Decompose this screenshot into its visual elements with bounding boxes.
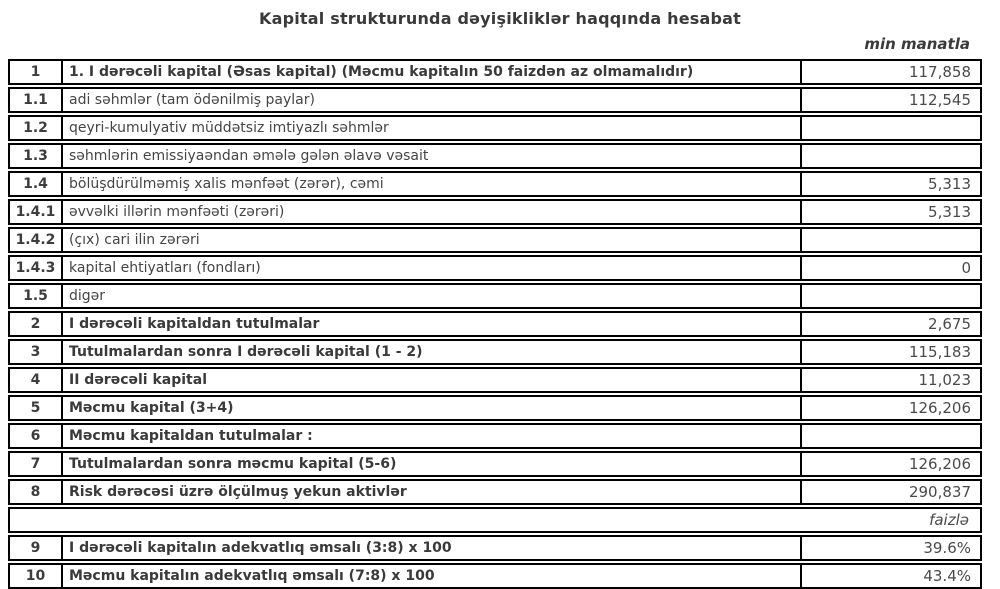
capital-structure-table xyxy=(8,59,982,589)
row-number: 5 xyxy=(10,397,63,419)
table-row xyxy=(8,171,982,197)
row-value: 0 xyxy=(800,257,980,279)
table-row xyxy=(8,395,982,421)
report-page xyxy=(0,9,1000,585)
row-number: 9 xyxy=(10,537,63,559)
row-number: 1.4 xyxy=(10,173,63,195)
percent-unit-label: faizlə xyxy=(929,511,969,529)
row-number: 2 xyxy=(10,313,63,335)
row-label: digər xyxy=(69,288,106,304)
row-number: 4 xyxy=(10,369,63,391)
row-number: 1.5 xyxy=(10,285,63,307)
row-label: Məcmu kapital (3+4) xyxy=(69,400,234,416)
row-label: II dərəcəli kapital xyxy=(69,372,207,388)
report-title: Kapital strukturunda dəyişikliklər haqqında hesabat xyxy=(259,9,741,28)
table-row xyxy=(8,143,982,169)
row-label: Məcmu kapitalın adekvatlıq əmsalı (7:8) x 100 xyxy=(69,568,435,584)
row-label: Risk dərəcəsi üzrə ölçülmuş yekun aktivlər xyxy=(69,484,407,500)
row-value xyxy=(800,285,980,307)
row-label: I dərəcəli kapitalın adekvatlıq əmsalı (3:8) x 100 xyxy=(69,540,452,556)
row-value xyxy=(800,117,980,139)
row-number: 1 xyxy=(10,61,63,83)
row-label: Məcmu kapitaldan tutulmalar : xyxy=(69,428,313,444)
row-number: 1.2 xyxy=(10,117,63,139)
row-label: (çıx) cari ilin zərəri xyxy=(69,232,200,248)
table-row xyxy=(8,535,982,561)
row-value: 112,545 xyxy=(800,89,980,111)
row-label: bölüşdürülməmiş xalis mənfəət (zərər), cəmi xyxy=(69,176,384,192)
table-row xyxy=(8,283,982,309)
row-value: 11,023 xyxy=(800,369,980,391)
row-number: 8 xyxy=(10,481,63,503)
table-row xyxy=(8,227,982,253)
row-value: 115,183 xyxy=(800,341,980,363)
table-row xyxy=(8,451,982,477)
row-label: Tutulmalardan sonra I dərəcəli kapital (1 - 2) xyxy=(69,344,423,360)
table-row xyxy=(8,87,982,113)
unit-label: min manatla xyxy=(864,35,970,53)
row-number: 1.1 xyxy=(10,89,63,111)
table-row xyxy=(8,59,982,85)
row-label: səhmlərin emissiyaəndan əmələ gələn əlavə vəsait xyxy=(69,148,429,164)
row-number: 10 xyxy=(10,565,63,587)
row-number: 1.4.3 xyxy=(10,257,63,279)
row-value xyxy=(800,145,980,167)
row-value xyxy=(800,229,980,251)
row-value xyxy=(800,425,980,447)
row-value: 126,206 xyxy=(800,397,980,419)
row-value: 290,837 xyxy=(800,481,980,503)
row-label: Tutulmalardan sonra məcmu kapital (5-6) xyxy=(69,456,397,472)
table-row xyxy=(8,255,982,281)
table-row xyxy=(8,423,982,449)
row-label: I dərəcəli kapitaldan tutulmalar xyxy=(69,316,320,332)
row-value: 39.6% xyxy=(800,537,980,559)
table-row xyxy=(8,479,982,505)
row-value: 126,206 xyxy=(800,453,980,475)
row-value: 117,858 xyxy=(800,61,980,83)
row-value: 5,313 xyxy=(800,201,980,223)
percent-unit-row xyxy=(8,507,982,533)
row-number: 6 xyxy=(10,425,63,447)
row-value: 5,313 xyxy=(800,173,980,195)
row-number: 7 xyxy=(10,453,63,475)
row-label: əvvəlki illərin mənfəəti (zərəri) xyxy=(69,204,285,220)
row-number: 1.4.1 xyxy=(10,201,63,223)
row-number: 1.4.2 xyxy=(10,229,63,251)
table-row xyxy=(8,339,982,365)
row-label: qeyri-kumulyativ müddətsiz imtiyazlı səhmlər xyxy=(69,120,389,136)
table-row xyxy=(8,311,982,337)
table-row xyxy=(8,367,982,393)
table-row xyxy=(8,199,982,225)
row-label: kapital ehtiyatları (fondları) xyxy=(69,260,261,276)
table-row xyxy=(8,115,982,141)
row-value: 43.4% xyxy=(800,565,980,587)
row-number: 1.3 xyxy=(10,145,63,167)
table-row xyxy=(8,563,982,589)
row-label: 1. I dərəcəli kapital (Əsas kapital) (Məcmu kapitalın 50 faizdən az olmamalıdır) xyxy=(69,64,694,80)
row-label: adi səhmlər (tam ödənilmiş paylar) xyxy=(69,92,315,108)
row-number: 3 xyxy=(10,341,63,363)
row-value: 2,675 xyxy=(800,313,980,335)
